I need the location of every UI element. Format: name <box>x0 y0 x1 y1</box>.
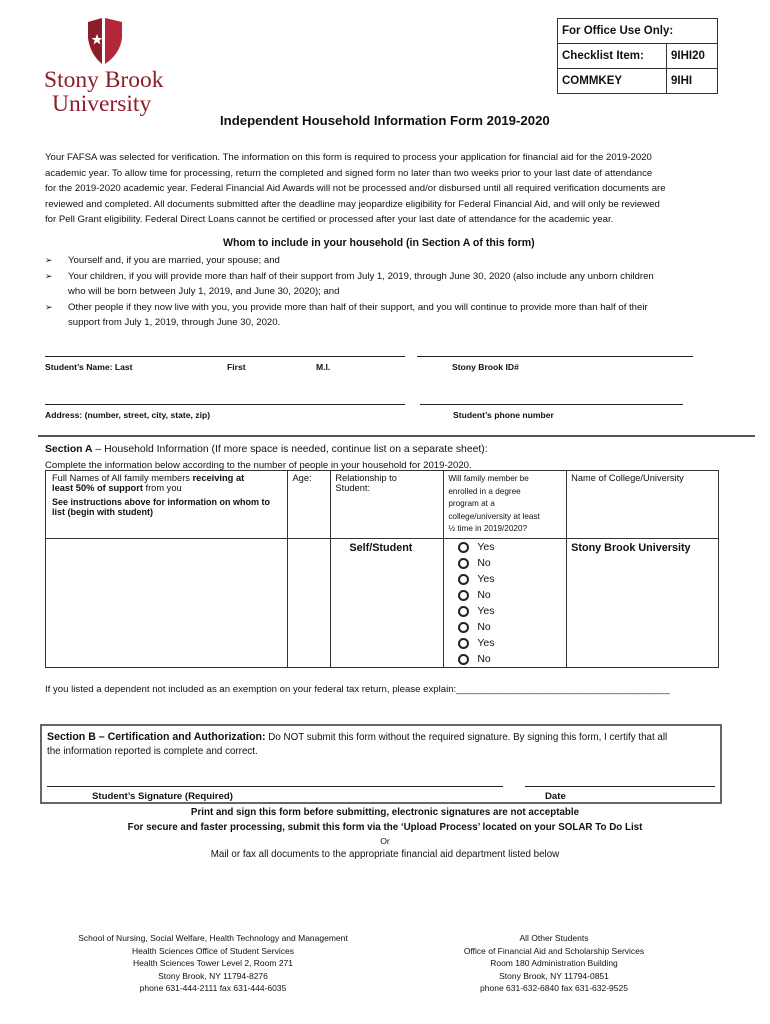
date-field[interactable] <box>525 786 715 787</box>
commkey-label: COMMKEY <box>558 69 667 94</box>
intro-line: reviewed and completed. All documents submitted after the deadline may jeopardize eligibility for Federal Financial Aid, and will only be reviewed <box>45 198 660 210</box>
date-label: Date <box>545 791 566 802</box>
no-label: No <box>477 557 491 569</box>
yes-label: Yes <box>477 541 495 553</box>
section-a-instructions: Complete the information below according to the number of people in your household for 2019-2020. <box>45 460 472 471</box>
whom-item-text: support from July 1, 2019, through June 30, 2020. <box>68 317 281 328</box>
radio-button-icon[interactable] <box>458 622 469 633</box>
names-column-header <box>46 471 288 539</box>
enrollment-options-cell <box>444 539 567 668</box>
phone-field[interactable] <box>420 404 683 405</box>
whom-heading: Whom to include in your household (in Section A of this form) <box>223 237 535 249</box>
student-id-label: Stony Brook ID# <box>452 362 519 372</box>
radio-button-icon[interactable] <box>458 654 469 665</box>
names-header-text: from you <box>142 483 182 493</box>
intro-line: for Pell Grant eligibility. Federal Direct Loans cannot be certified or processed after your last date of attendance for the academic year. <box>45 214 614 225</box>
arrow-bullet-icon: ➢ <box>45 255 53 265</box>
yes-label: Yes <box>477 637 495 649</box>
section-a-heading <box>45 444 488 455</box>
intro-paragraph <box>45 150 735 228</box>
enroll-option[interactable] <box>444 539 566 555</box>
enroll-header-line: program at a <box>448 499 495 508</box>
whom-item <box>45 269 735 300</box>
signature-label: Student’s Signature (Required) <box>92 791 233 802</box>
section-a-title: Section A <box>45 444 93 455</box>
whom-item-text: Yourself and, if you are married, your spouse; and <box>68 255 280 266</box>
whom-item-text: Your children, if you will provide more than half of their support from July 1, 2019, through June 30, 2020 (also include any unborn children <box>68 270 654 282</box>
age-column-header: Age: <box>288 471 331 539</box>
whom-item <box>45 253 735 269</box>
dependent-explanation: If you listed a dependent not included as an exemption on your federal tax return, please explain:________________________________________ <box>45 684 670 695</box>
address-line: School of Nursing, Social Welfare, Health Technology and Management <box>78 933 348 943</box>
middle-initial-label: M.I. <box>316 362 331 372</box>
arrow-bullet-icon: ➢ <box>45 270 53 281</box>
college-name-cell: Stony Brook University <box>567 539 719 668</box>
enroll-header-line: ½ time in 2019/2020? <box>448 524 528 533</box>
no-label: No <box>477 589 491 601</box>
address-line: phone 631-632-6840 fax 631-632-9525 <box>480 983 628 994</box>
names-header-bold: least 50% of support <box>52 483 143 493</box>
table-header-row <box>46 471 719 539</box>
radio-button-icon[interactable] <box>458 542 469 553</box>
address-line: Office of Financial Aid and Scholarship Services <box>463 945 645 956</box>
section-a-subtitle: – Household Information (If more space is needed, continue list on a separate sheet): <box>92 444 488 455</box>
student-name-label: Student’s Name: Last <box>45 362 133 372</box>
intro-line: for the 2019-2020 academic year. Federal Financial Aid Awards will not be processed and/or disbursed until all required verification documents are <box>45 183 666 194</box>
address-block-other <box>420 932 688 995</box>
enroll-header-line: Will family member be <box>448 474 529 483</box>
office-use-title: For Office Use Only: <box>558 19 718 44</box>
address-line: Health Sciences Tower Level 2, Room 271 <box>132 958 293 969</box>
or-note: Or <box>380 836 390 846</box>
whom-item <box>45 300 735 331</box>
first-name-label: First <box>227 362 246 372</box>
student-id-field[interactable] <box>417 356 693 357</box>
household-table <box>45 470 719 668</box>
names-header-text: Full Names of All family members <box>52 473 193 483</box>
section-b-heading <box>47 731 667 743</box>
names-header-instructions: See instructions above for information on whom to list (begin with student) <box>52 497 271 517</box>
checklist-value: 9IHI20 <box>667 44 718 69</box>
section-divider <box>38 435 755 437</box>
enroll-option[interactable] <box>444 555 566 571</box>
address-line: All Other Students <box>519 933 589 943</box>
radio-button-icon[interactable] <box>458 574 469 585</box>
address-line: phone 631-444-2111 fax 631-444-6035 <box>139 983 287 994</box>
no-label: No <box>477 621 491 633</box>
relationship-header-text: Relationship to <box>335 473 397 483</box>
enrollment-column-header <box>444 471 567 539</box>
relationship-column-header <box>331 471 444 539</box>
member-name-cell[interactable] <box>46 539 288 668</box>
upload-note: For secure and faster processing, submit this form via the ‘Upload Process’ located on your SOLAR To Do List <box>127 822 643 833</box>
arrow-bullet-icon: ➢ <box>45 301 53 312</box>
yes-label: Yes <box>477 573 495 585</box>
enroll-option[interactable] <box>444 635 566 651</box>
enroll-option[interactable] <box>444 571 566 587</box>
form-title: Independent Household Information Form 2019-2020 <box>220 113 550 128</box>
whom-item-text: Other people if they now live with you, you provide more than half of their support, and you will continue to provide more than half of their <box>68 301 648 313</box>
checklist-label: Checklist Item: <box>558 44 667 69</box>
member-age-cell[interactable] <box>288 539 331 668</box>
college-column-header: Name of College/University <box>567 471 719 539</box>
table-row <box>46 539 719 668</box>
enroll-header-line: enrolled in a degree <box>448 486 521 496</box>
address-line: Stony Brook, NY 11794-0851 <box>499 970 609 981</box>
student-name-field[interactable] <box>45 356 405 357</box>
yes-label: Yes <box>477 605 495 617</box>
office-use-box <box>557 18 718 94</box>
print-sign-note: Print and sign this form before submitting, electronic signatures are not acceptable <box>190 807 580 818</box>
member-relationship-cell: Self/Student <box>331 539 444 668</box>
enroll-option[interactable] <box>444 587 566 603</box>
intro-line: academic year. To allow time for processing, return the completed and signed form no later than two weeks prior to your last date of attendance <box>45 167 653 179</box>
address-label: Address: (number, street, city, state, zip) <box>45 410 211 420</box>
address-line: Health Sciences Office of Student Services <box>132 945 294 956</box>
relationship-header-text: Student: <box>335 483 371 493</box>
section-b-text: Do NOT submit this form without the required signature. By signing this form, I certify that all <box>265 732 668 743</box>
no-label: No <box>477 653 491 665</box>
names-header-bold: receiving at <box>192 473 245 483</box>
section-b-title: Section B – Certification and Authorization: <box>47 731 266 743</box>
whom-item-text: who will be born between July 1, 2019, and June 30, 2020); and <box>68 286 340 297</box>
logo-line2: University <box>52 91 152 117</box>
commkey-value: 9IHI <box>667 69 718 94</box>
enroll-option[interactable] <box>444 651 566 667</box>
logo-line1: Stony Brook <box>44 67 164 93</box>
signature-field[interactable] <box>47 786 503 787</box>
university-wordmark <box>44 68 163 116</box>
enroll-header-line: college/university at least <box>448 511 540 521</box>
whom-list <box>45 253 735 331</box>
university-shield-logo <box>86 18 124 64</box>
enroll-option[interactable] <box>444 619 566 635</box>
radio-button-icon[interactable] <box>458 590 469 601</box>
intro-line: Your FAFSA was selected for verification. The information on this form is required to process your application for financial aid for the 2019-2020 <box>45 152 652 163</box>
radio-button-icon[interactable] <box>458 606 469 617</box>
address-field[interactable] <box>45 404 405 405</box>
address-line: Stony Brook, NY 11794-8276 <box>158 970 268 981</box>
mail-fax-note: Mail or fax all documents to the appropriate financial aid department listed below <box>210 849 560 860</box>
radio-button-icon[interactable] <box>458 638 469 649</box>
radio-button-icon[interactable] <box>458 558 469 569</box>
enroll-option[interactable] <box>444 603 566 619</box>
section-b-text2: the information reported is complete and correct. <box>47 746 258 757</box>
address-block-nursing <box>54 932 372 995</box>
phone-label: Student’s phone number <box>453 410 554 420</box>
address-line: Room 180 Administration Building <box>490 958 618 969</box>
